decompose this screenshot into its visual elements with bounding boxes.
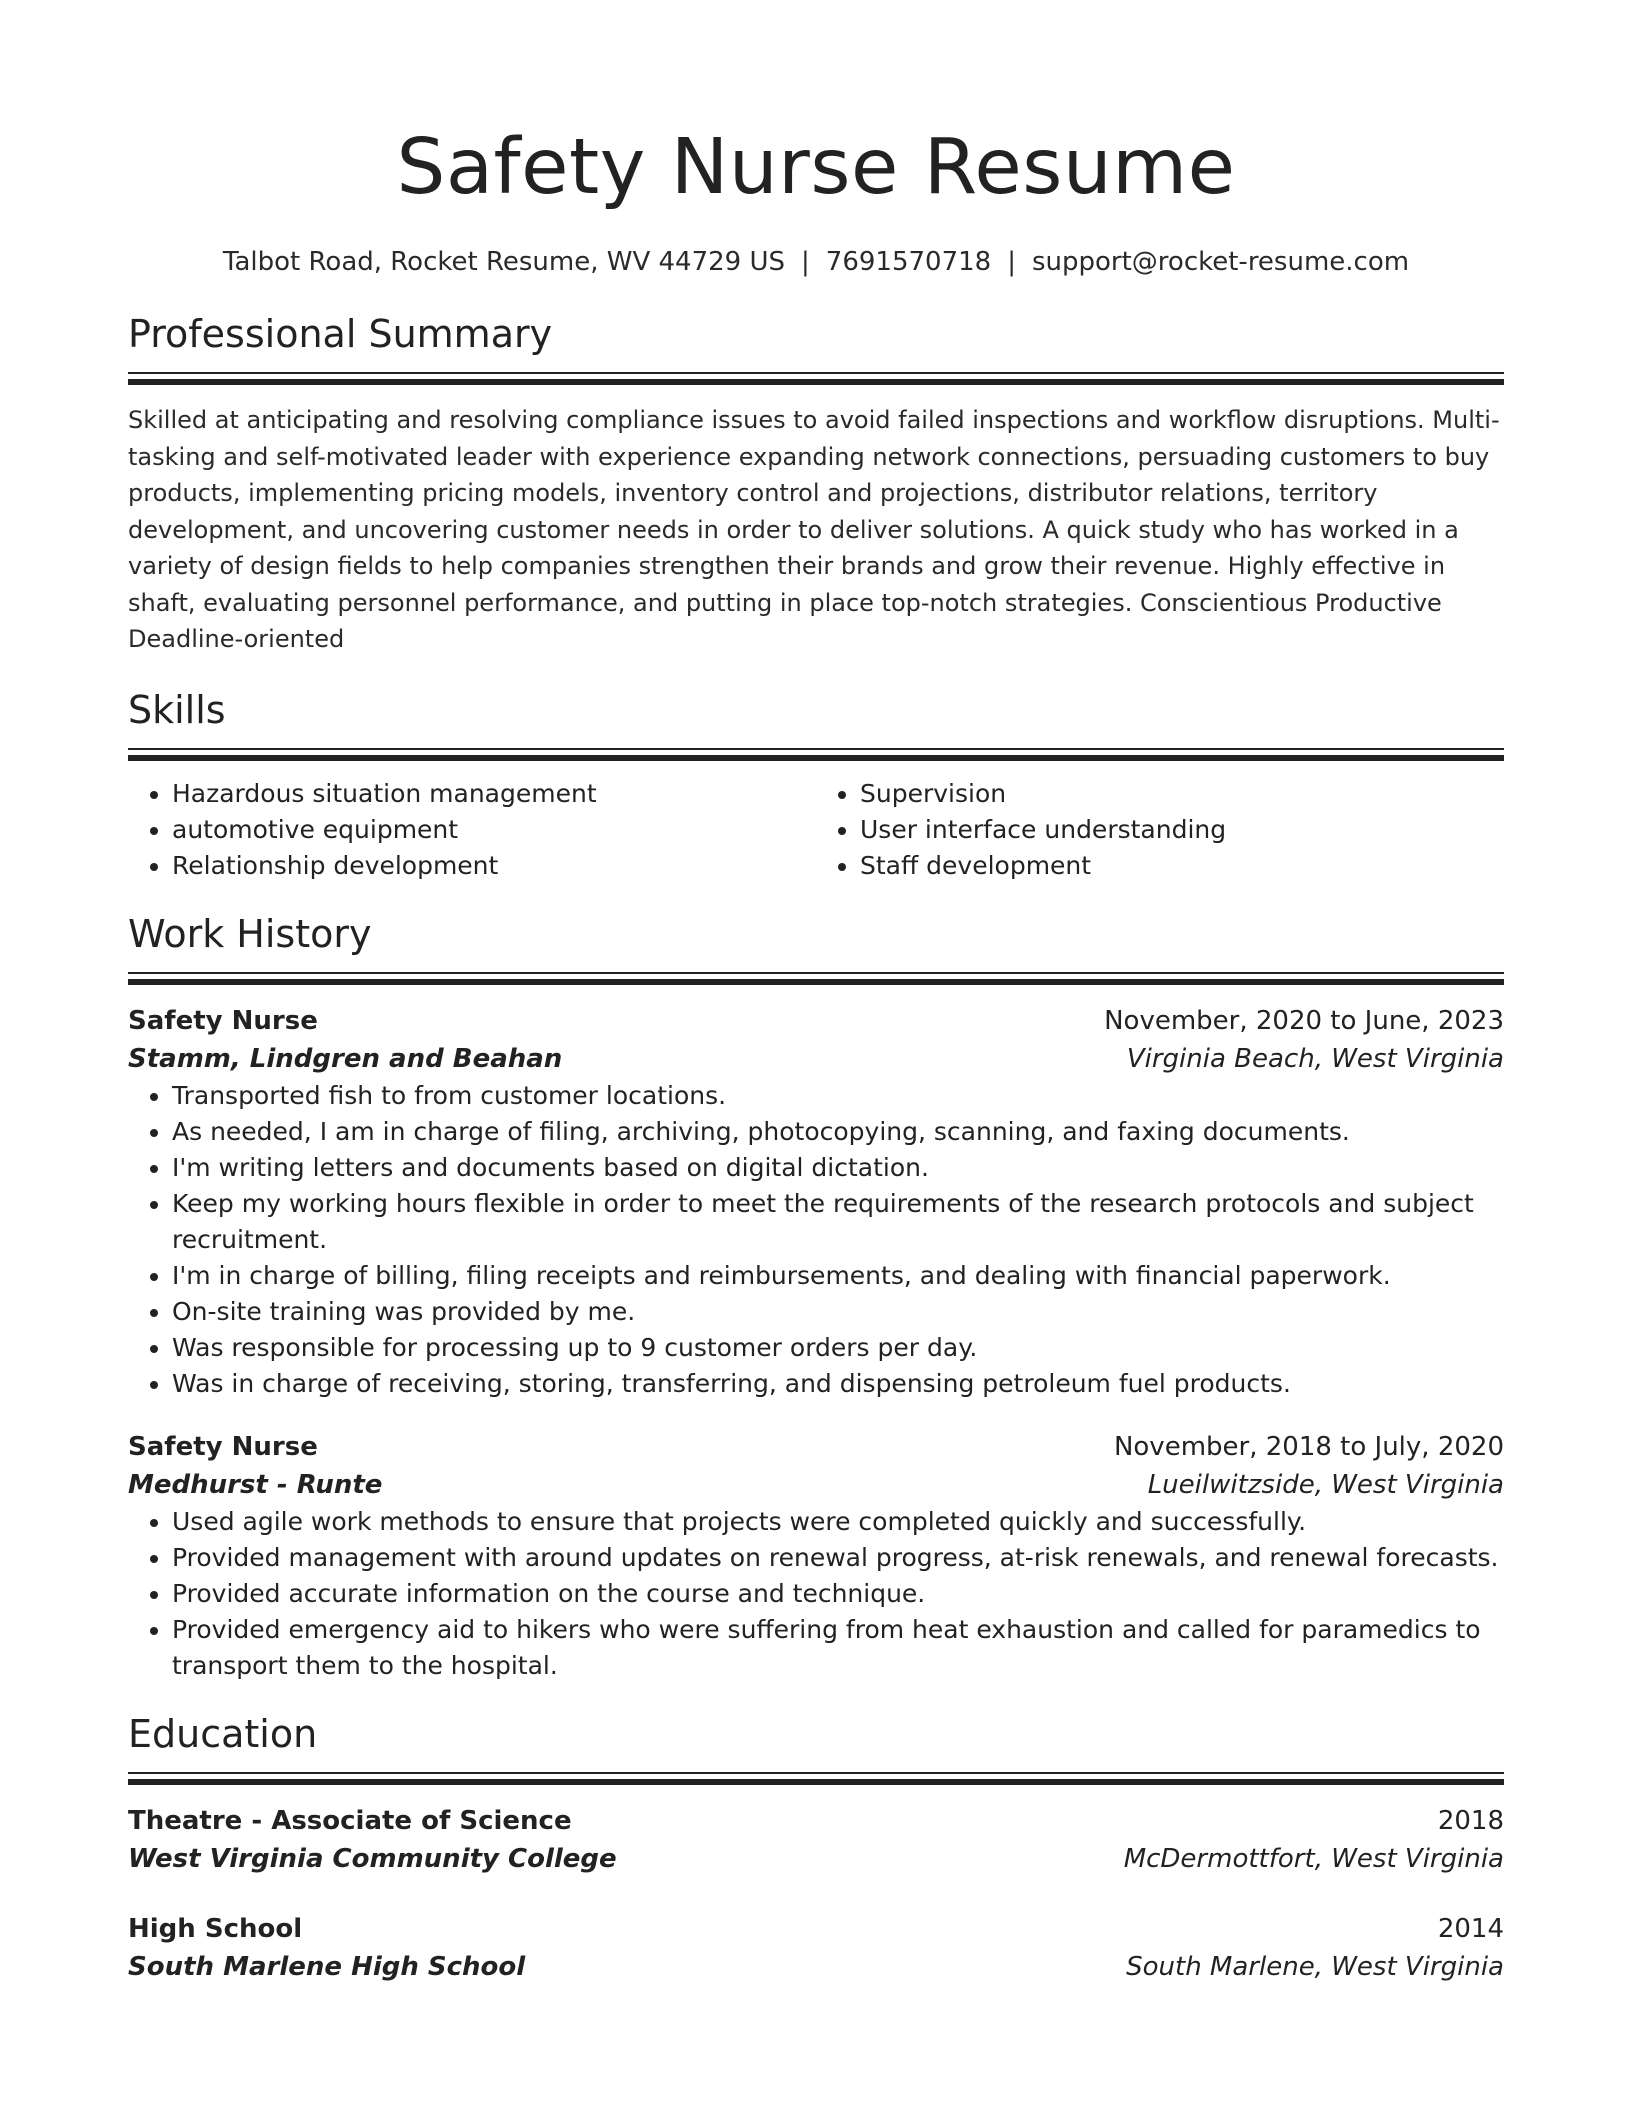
skill-item: • Hazardous situation management <box>172 776 816 812</box>
job-bullet: • Used agile work methods to ensure that projects were completed quickly and successfully. <box>172 1504 1504 1540</box>
section-summary <box>128 308 1504 658</box>
job-bullet: • Transported fish to from customer locations. <box>172 1078 1504 1114</box>
education-location: South Marlene, West Virginia <box>1126 1951 1504 1982</box>
section-divider <box>128 1772 1504 1786</box>
education-degree: High School <box>128 1913 303 1944</box>
education-school: South Marlene High School <box>128 1951 526 1982</box>
job-entry <box>128 1428 1504 1684</box>
job-bullet: • Was responsible for processing up to 9 customer orders per day. <box>172 1330 1504 1366</box>
job-bullet: • Provided accurate information on the course and technique. <box>172 1576 1504 1612</box>
education-header <box>128 1910 1504 1948</box>
section-work-history <box>128 908 1504 1684</box>
section-education <box>128 1708 1504 1986</box>
education-location: McDermottfort, West Virginia <box>1123 1843 1504 1874</box>
job-title: Safety Nurse <box>128 1005 318 1036</box>
contact-separator: | <box>1007 247 1016 277</box>
education-entry <box>128 1910 1504 1986</box>
section-divider <box>128 972 1504 986</box>
job-location: Lueilwitzside, West Virginia <box>1147 1469 1504 1500</box>
contact-email[interactable]: support@rocket-resume.com <box>1031 247 1410 277</box>
skills-grid <box>128 776 1504 884</box>
education-subheader <box>128 1948 1504 1986</box>
job-dates: November, 2018 to July, 2020 <box>1113 1431 1504 1462</box>
education-year: 2014 <box>1437 1913 1504 1944</box>
job-bullet: • On-site training was provided by me. <box>172 1294 1504 1330</box>
job-bullet: • As needed, I am in charge of filing, archiving, photocopying, scanning, and faxing documents. <box>172 1114 1504 1150</box>
resume-name: Safety Nurse Resume <box>396 123 1236 212</box>
job-bullet: • Keep my working hours flexible in order to meet the requirements of the research protocols and subject recruitment. <box>172 1186 1504 1258</box>
job-subheader <box>128 1466 1504 1504</box>
job-bullet: • Provided emergency aid to hikers who were suffering from heat exhaustion and called for paramedics to transport them to the hospital. <box>172 1612 1504 1684</box>
education-degree: Theatre - Associate of Science <box>128 1805 572 1836</box>
job-header <box>128 1002 1504 1040</box>
job-header <box>128 1428 1504 1466</box>
contact-phone: 7691570718 <box>825 247 992 277</box>
skill-item: • User interface understanding <box>860 812 1504 848</box>
skills-list-right <box>816 776 1504 884</box>
education-school: West Virginia Community College <box>128 1843 617 1874</box>
job-bullet: • I'm in charge of billing, filing receipts and reimbursements, and dealing with financial paperwork. <box>172 1258 1504 1294</box>
section-title-work: Work History <box>128 911 372 956</box>
education-header <box>128 1802 1504 1840</box>
skill-item: • Relationship development <box>172 848 816 884</box>
skill-item: • Supervision <box>860 776 1504 812</box>
skill-item: • automotive equipment <box>172 812 816 848</box>
job-dates: November, 2020 to June, 2023 <box>1104 1005 1504 1036</box>
section-divider <box>128 372 1504 386</box>
section-skills <box>128 684 1504 884</box>
contact-address: Talbot Road, Rocket Resume, WV 44729 US <box>222 247 786 277</box>
job-title: Safety Nurse <box>128 1431 318 1462</box>
job-bullet: • Was in charge of receiving, storing, transferring, and dispensing petroleum fuel products. <box>172 1366 1504 1402</box>
section-divider <box>128 748 1504 762</box>
summary-text: Skilled at anticipating and resolving compliance issues to avoid failed inspections and workflow disruptions. Multi-tasking and self-motivated leader with experience expanding network connections, persuading customers to buy products, implementing pricing models, inventory control and projections, distributor relations, territory development, and uncovering customer needs in order to deliver solutions. A quick study who has worked in a variety of design fields to help companies strengthen their brands and grow their revenue. Highly effective in shaft, evaluating personnel performance, and putting in place top-notch strategies. Conscientious Productive Deadline-oriented <box>128 406 1500 653</box>
section-title-skills: Skills <box>128 687 226 732</box>
education-year: 2018 <box>1437 1805 1504 1836</box>
job-entry <box>128 1002 1504 1402</box>
job-bullet: • Provided management with around updates on renewal progress, at-risk renewals, and renewal forecasts. <box>172 1540 1504 1576</box>
section-title-education: Education <box>128 1711 318 1756</box>
job-bullets <box>128 1504 1504 1684</box>
skills-list-left <box>128 776 816 884</box>
education-subheader <box>128 1840 1504 1878</box>
job-subheader <box>128 1040 1504 1078</box>
education-entry <box>128 1802 1504 1878</box>
skill-item: • Staff development <box>860 848 1504 884</box>
job-location: Virginia Beach, West Virginia <box>1126 1043 1504 1074</box>
job-bullets <box>128 1078 1504 1402</box>
job-company: Medhurst - Runte <box>128 1469 383 1500</box>
job-company: Stamm, Lindgren and Beahan <box>128 1043 563 1074</box>
contact-separator: | <box>801 247 810 277</box>
job-bullet: • I'm writing letters and documents based on digital dictation. <box>172 1150 1504 1186</box>
section-title-summary: Professional Summary <box>128 312 553 356</box>
contact-line <box>128 244 1504 280</box>
